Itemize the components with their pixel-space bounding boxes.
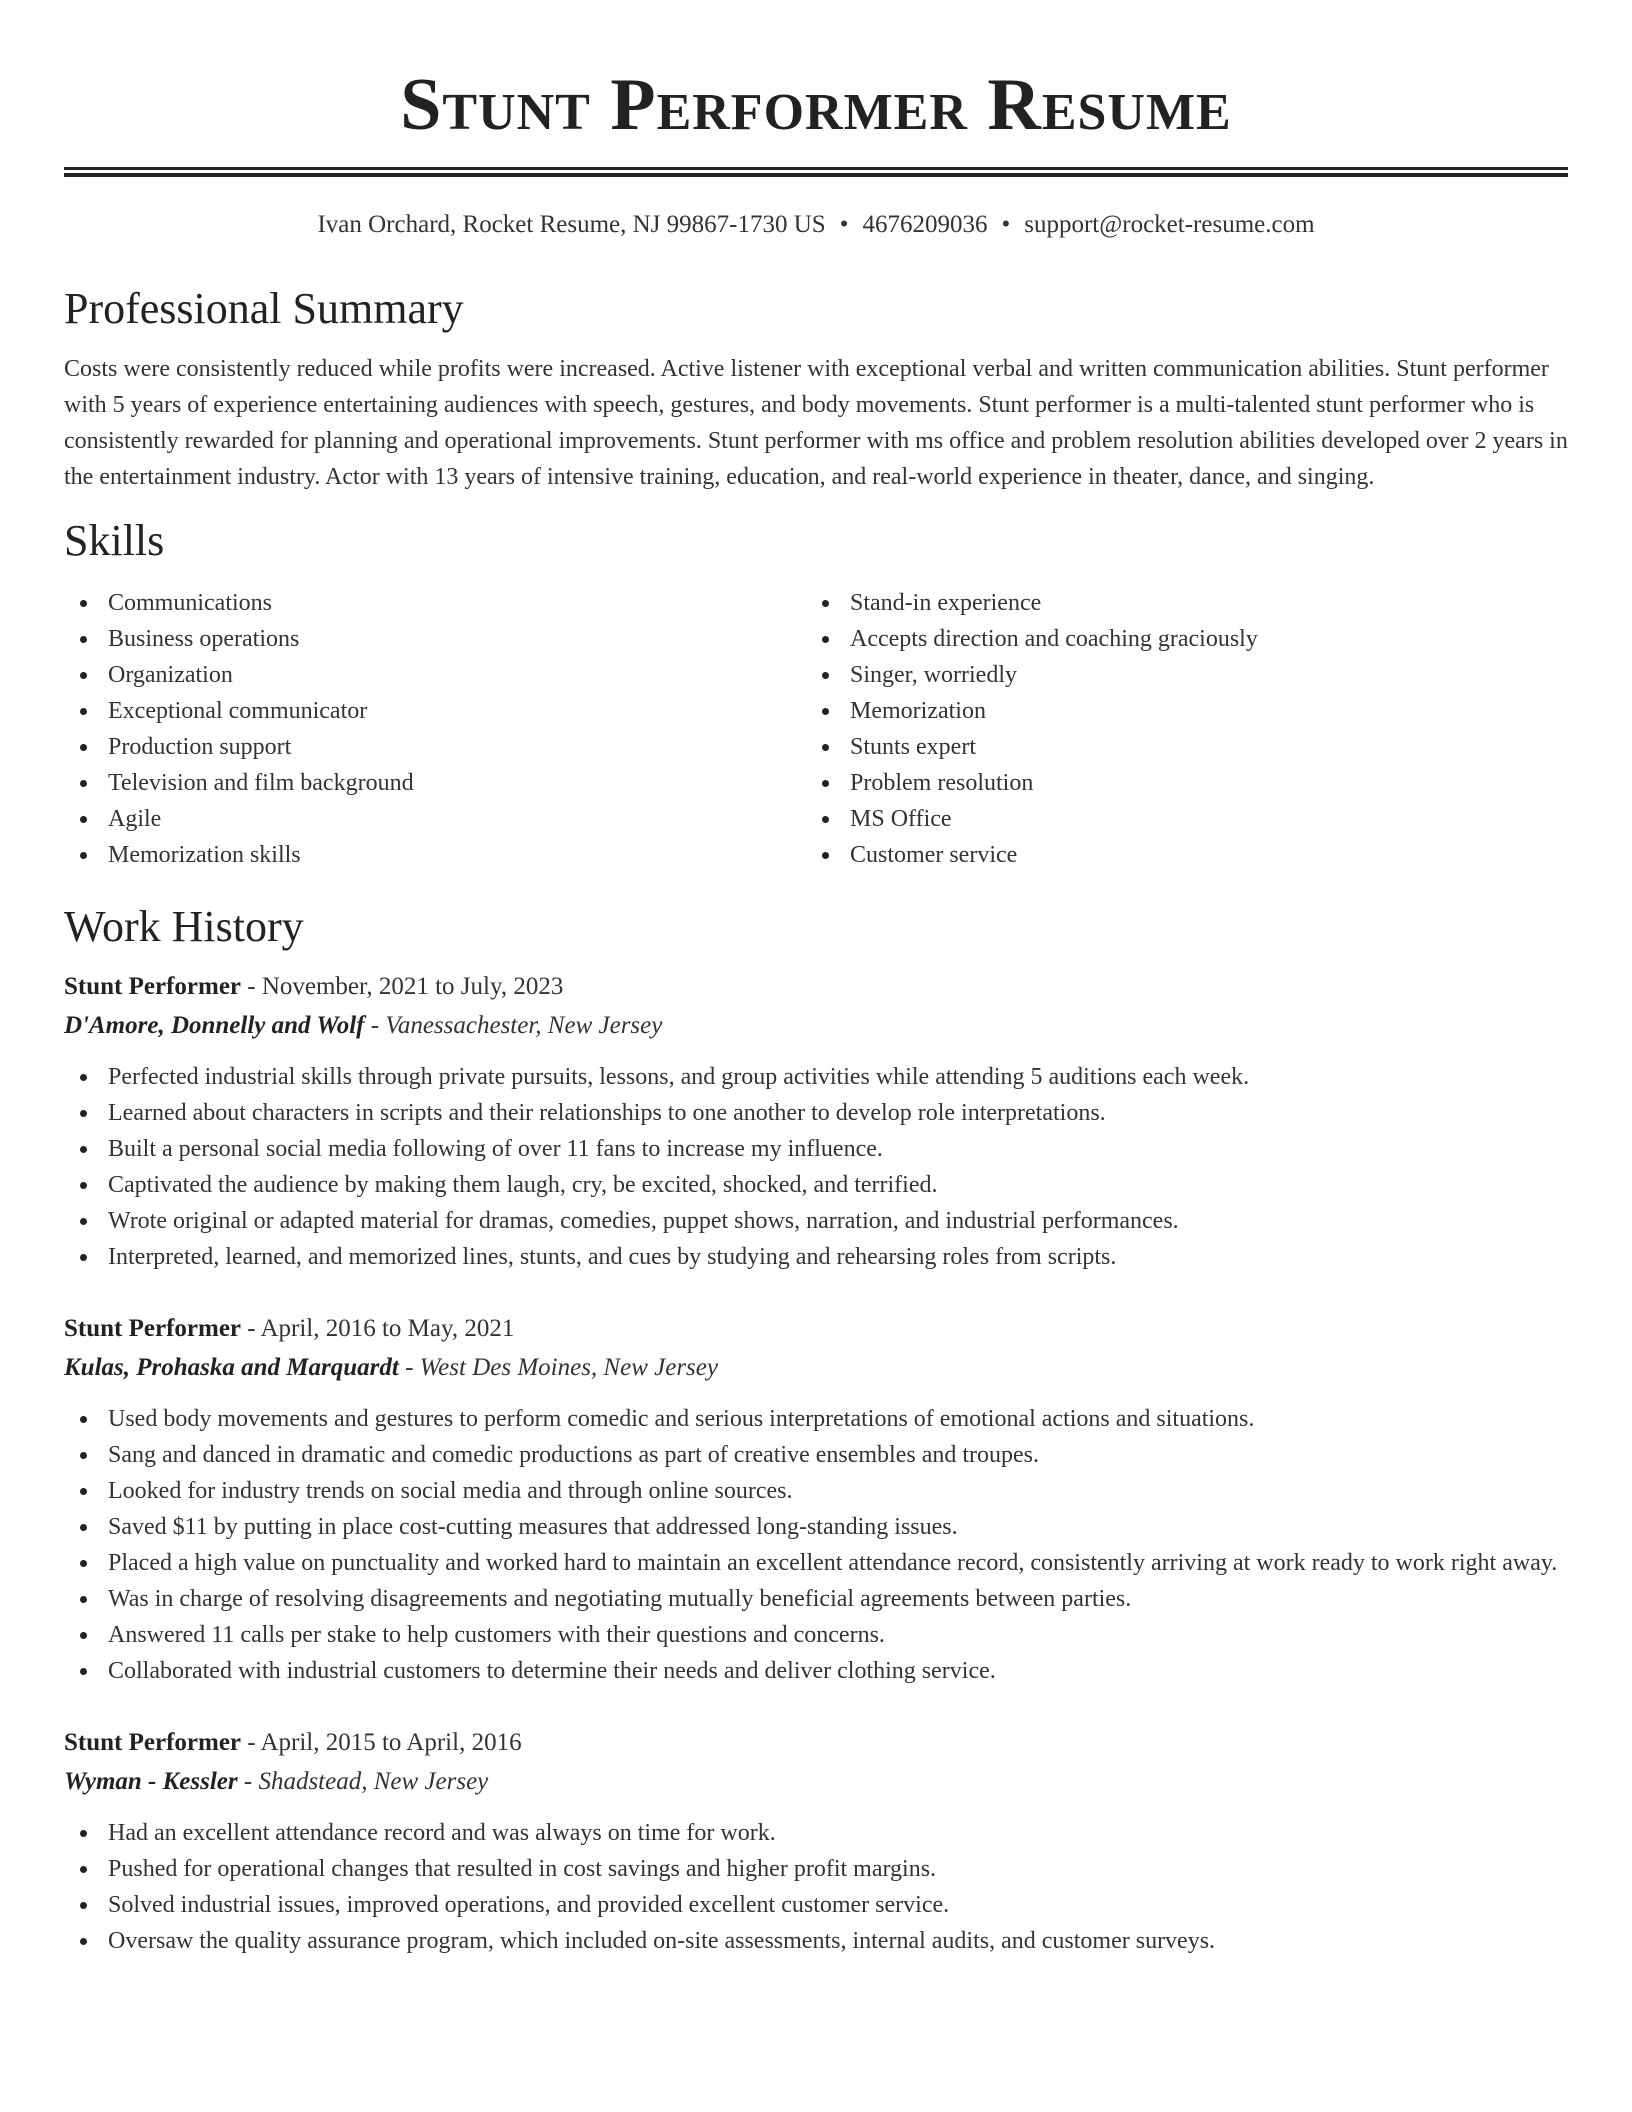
duty-item: Placed a high value on punctuality and worked hard to maintain an excellent attendance record, consistently arriving at work ready to work right away. — [64, 1545, 1568, 1581]
job-duties — [64, 1815, 1568, 1959]
skills-column-right — [806, 585, 1548, 873]
skills-column-left — [64, 585, 806, 873]
contact-address: Ivan Orchard, Rocket Resume, NJ 99867-1730 US — [317, 211, 826, 238]
duty-item: Saved $11 by putting in place cost-cutting measures that addressed long-standing issues. — [64, 1509, 1568, 1545]
contact-separator: • — [1001, 211, 1011, 238]
duty-item: Oversaw the quality assurance program, which included on-site assessments, internal audits, and customer surveys. — [64, 1923, 1568, 1959]
job-title-line — [64, 967, 1568, 1007]
duty-item: Collaborated with industrial customers to determine their needs and deliver clothing service. — [64, 1653, 1568, 1689]
job-dates: - November, 2021 to July, 2023 — [241, 973, 564, 1000]
duty-item: Answered 11 calls per stake to help customers with their questions and concerns. — [64, 1617, 1568, 1653]
job-title-line — [64, 1309, 1568, 1349]
job-title: Stunt Performer — [64, 1729, 242, 1756]
title-divider — [64, 167, 1568, 177]
skill-item: Television and film background — [64, 765, 806, 801]
skill-item: Stand-in experience — [806, 585, 1548, 621]
job-title: Stunt Performer — [64, 973, 242, 1000]
skill-item: Stunts expert — [806, 729, 1548, 765]
company-location: - West Des Moines, New Jersey — [398, 1354, 718, 1381]
summary-heading: Professional Summary — [64, 284, 464, 333]
duty-item: Pushed for operational changes that resulted in cost savings and higher profit margins. — [64, 1851, 1568, 1887]
job-title-line — [64, 1723, 1568, 1763]
job-entry — [64, 1309, 1568, 1689]
skill-item: Accepts direction and coaching graciously — [806, 621, 1548, 657]
skills-list — [64, 585, 1568, 873]
skill-item: Organization — [64, 657, 806, 693]
skill-item: Exceptional communicator — [64, 693, 806, 729]
company-location: - Vanessachester, New Jersey — [364, 1012, 663, 1039]
skill-item: Problem resolution — [806, 765, 1548, 801]
skill-item: Memorization skills — [64, 837, 806, 873]
job-duties — [64, 1059, 1568, 1275]
company-line — [64, 1007, 1568, 1045]
duty-item: Captivated the audience by making them laugh, cry, be excited, shocked, and terrified. — [64, 1167, 1568, 1203]
company-name: Wyman - Kessler — [64, 1768, 238, 1795]
duty-item: Interpreted, learned, and memorized lines, stunts, and cues by studying and rehearsing roles from scripts. — [64, 1239, 1568, 1275]
job-dates: - April, 2016 to May, 2021 — [241, 1315, 515, 1342]
skill-item: Production support — [64, 729, 806, 765]
skill-item: MS Office — [806, 801, 1548, 837]
duty-item: Built a personal social media following of over 11 fans to increase my influence. — [64, 1131, 1568, 1167]
duty-item: Perfected industrial skills through private pursuits, lessons, and group activities while attending 5 auditions each week. — [64, 1059, 1568, 1095]
contact-phone: 4676209036 — [862, 211, 988, 238]
contact-email: support@rocket-resume.com — [1024, 211, 1315, 238]
contact-separator: • — [839, 211, 849, 238]
job-entry — [64, 1723, 1568, 1959]
contact-line — [64, 207, 1568, 243]
company-name: Kulas, Prohaska and Marquardt — [64, 1354, 399, 1381]
duty-item: Looked for industry trends on social media and through online sources. — [64, 1473, 1568, 1509]
summary-text: Costs were consistently reduced while profits were increased. Active listener with exceptional verbal and written communication abilities. Stunt performer with 5 years of experience entertaining audiences with speech, gestures, and body movements. Stunt performer is a multi-talented stunt performer who is consistently rewarded for planning and operational improvements. Stunt performer with ms office and problem resolution abilities developed over 2 years in the entertainment industry. Actor with 13 years of intensive training, education, and real-world experience in theater, dance, and singing. — [64, 356, 1568, 490]
skills-heading: Skills — [64, 516, 165, 565]
duty-item: Solved industrial issues, improved operations, and provided excellent customer service. — [64, 1887, 1568, 1923]
company-location: - Shadstead, New Jersey — [237, 1768, 489, 1795]
duty-item: Wrote original or adapted material for dramas, comedies, puppet shows, narration, and industrial performances. — [64, 1203, 1568, 1239]
resume-page — [64, 0, 1568, 1959]
duty-item: Learned about characters in scripts and their relationships to one another to develop role interpretations. — [64, 1095, 1568, 1131]
duty-item: Was in charge of resolving disagreements and negotiating mutually beneficial agreements between parties. — [64, 1581, 1568, 1617]
job-duties — [64, 1401, 1568, 1689]
company-name: D'Amore, Donnelly and Wolf — [64, 1012, 365, 1039]
job-entry — [64, 967, 1568, 1275]
skill-item: Customer service — [806, 837, 1548, 873]
resume-title: Stunt Performer Resume — [400, 64, 1232, 146]
duty-item: Had an excellent attendance record and was always on time for work. — [64, 1815, 1568, 1851]
duty-item: Sang and danced in dramatic and comedic productions as part of creative ensembles and troupes. — [64, 1437, 1568, 1473]
skill-item: Singer, worriedly — [806, 657, 1548, 693]
company-line — [64, 1763, 1568, 1801]
job-dates: - April, 2015 to April, 2016 — [241, 1729, 522, 1756]
duty-item: Used body movements and gestures to perform comedic and serious interpretations of emotional actions and situations. — [64, 1401, 1568, 1437]
skill-item: Business operations — [64, 621, 806, 657]
work-history-heading: Work History — [64, 902, 304, 951]
skill-item: Agile — [64, 801, 806, 837]
job-title: Stunt Performer — [64, 1315, 242, 1342]
skill-item: Communications — [64, 585, 806, 621]
company-line — [64, 1349, 1568, 1387]
skill-item: Memorization — [806, 693, 1548, 729]
